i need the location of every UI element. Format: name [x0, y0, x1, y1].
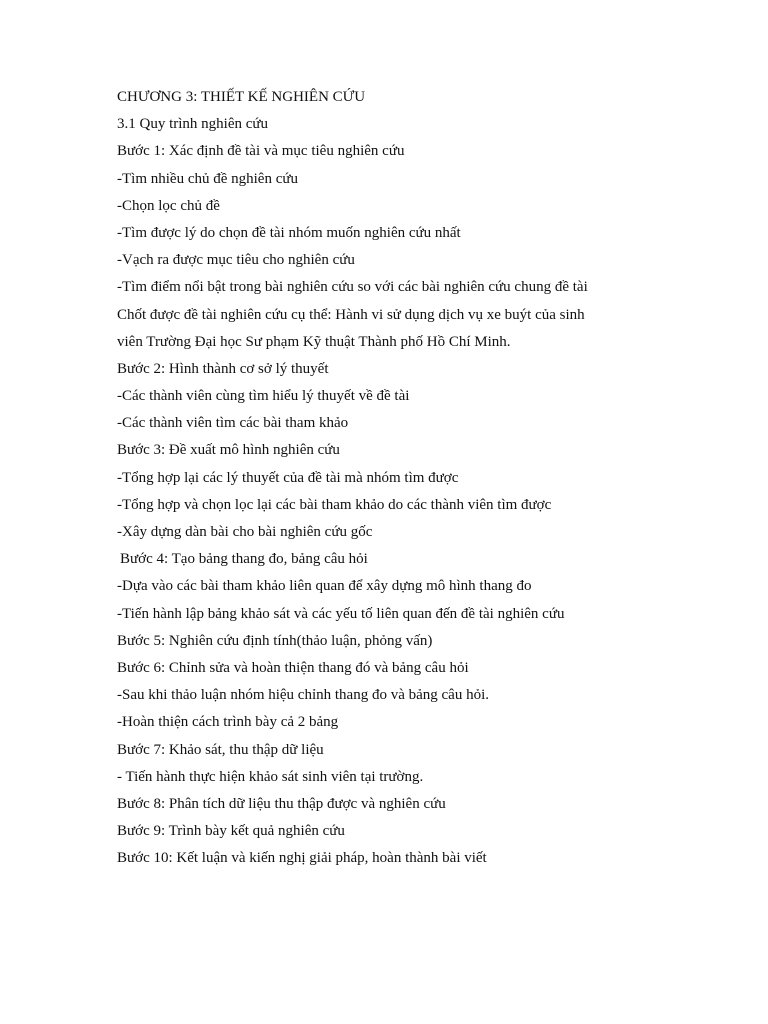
text-line: viên Trường Đại học Sư phạm Kỹ thuật Thành phố Hồ Chí Minh.	[117, 333, 511, 350]
text-line: -Tổng hợp và chọn lọc lại các bài tham khảo do các thành viên tìm được	[117, 496, 552, 513]
text-line: -Chọn lọc chủ đề	[117, 197, 220, 214]
step-1: Bước 1: Xác định đề tài và mục tiêu nghiên cứu	[117, 143, 405, 160]
step-5: Bước 5: Nghiên cứu định tính(thảo luận, phỏng vấn)	[117, 632, 433, 649]
step-8: Bước 8: Phân tích dữ liệu thu thập được và nghiên cứu	[117, 795, 446, 812]
text-line: -Dựa vào các bài tham khảo liên quan để xây dựng mô hình thang đo	[117, 578, 532, 595]
step-2: Bước 2: Hình thành cơ sở lý thuyết	[117, 360, 329, 377]
text-line: Chốt được đề tài nghiên cứu cụ thể: Hành vi sử dụng dịch vụ xe buýt của sinh	[117, 306, 585, 323]
text-line: -Tìm được lý do chọn đề tài nhóm muốn nghiên cứu nhất	[117, 224, 461, 241]
text-line: -Tìm nhiều chủ đề nghiên cứu	[117, 170, 298, 187]
text-line: -Các thành viên cùng tìm hiểu lý thuyết về đề tài	[117, 388, 410, 405]
text-line: - Tiến hành thực hiện khảo sát sinh viên tại trường.	[117, 768, 424, 785]
text-line: -Sau khi thảo luận nhóm hiệu chỉnh thang đo và bảng câu hỏi.	[117, 687, 490, 704]
step-3: Bước 3: Đề xuất mô hình nghiên cứu	[117, 442, 340, 459]
step-9: Bước 9: Trình bày kết quả nghiên cứu	[117, 823, 345, 840]
text-line: -Vạch ra được mục tiêu cho nghiên cứu	[117, 252, 355, 269]
text-line: -Các thành viên tìm các bài tham khảo	[117, 415, 349, 432]
step-4: Bước 4: Tạo bảng thang đo, bảng câu hỏi	[120, 551, 368, 568]
step-7: Bước 7: Khảo sát, thu thập dữ liệu	[117, 741, 324, 758]
document-body	[117, 84, 737, 872]
text-line: -Tổng hợp lại các lý thuyết của đề tài mà nhóm tìm được	[117, 469, 459, 486]
text-line: -Tìm điểm nổi bật trong bài nghiên cứu so với các bài nghiên cứu chung đề tài	[117, 279, 588, 296]
step-10: Bước 10: Kết luận và kiến nghị giải pháp, hoàn thành bài viết	[117, 850, 487, 867]
chapter-heading: CHƯƠNG 3: THIẾT KẾ NGHIÊN CỨU	[117, 89, 366, 105]
section-heading: 3.1 Quy trình nghiên cứu	[117, 116, 269, 133]
text-line: -Xây dựng dàn bài cho bài nghiên cứu gốc	[117, 524, 373, 540]
step-6: Bước 6: Chỉnh sửa và hoàn thiện thang đó và bảng câu hỏi	[117, 659, 469, 676]
text-line: -Tiến hành lập bảng khảo sát và các yếu tố liên quan đến đề tài nghiên cứu	[117, 605, 565, 622]
text-line: -Hoàn thiện cách trình bày cả 2 bảng	[117, 714, 339, 731]
